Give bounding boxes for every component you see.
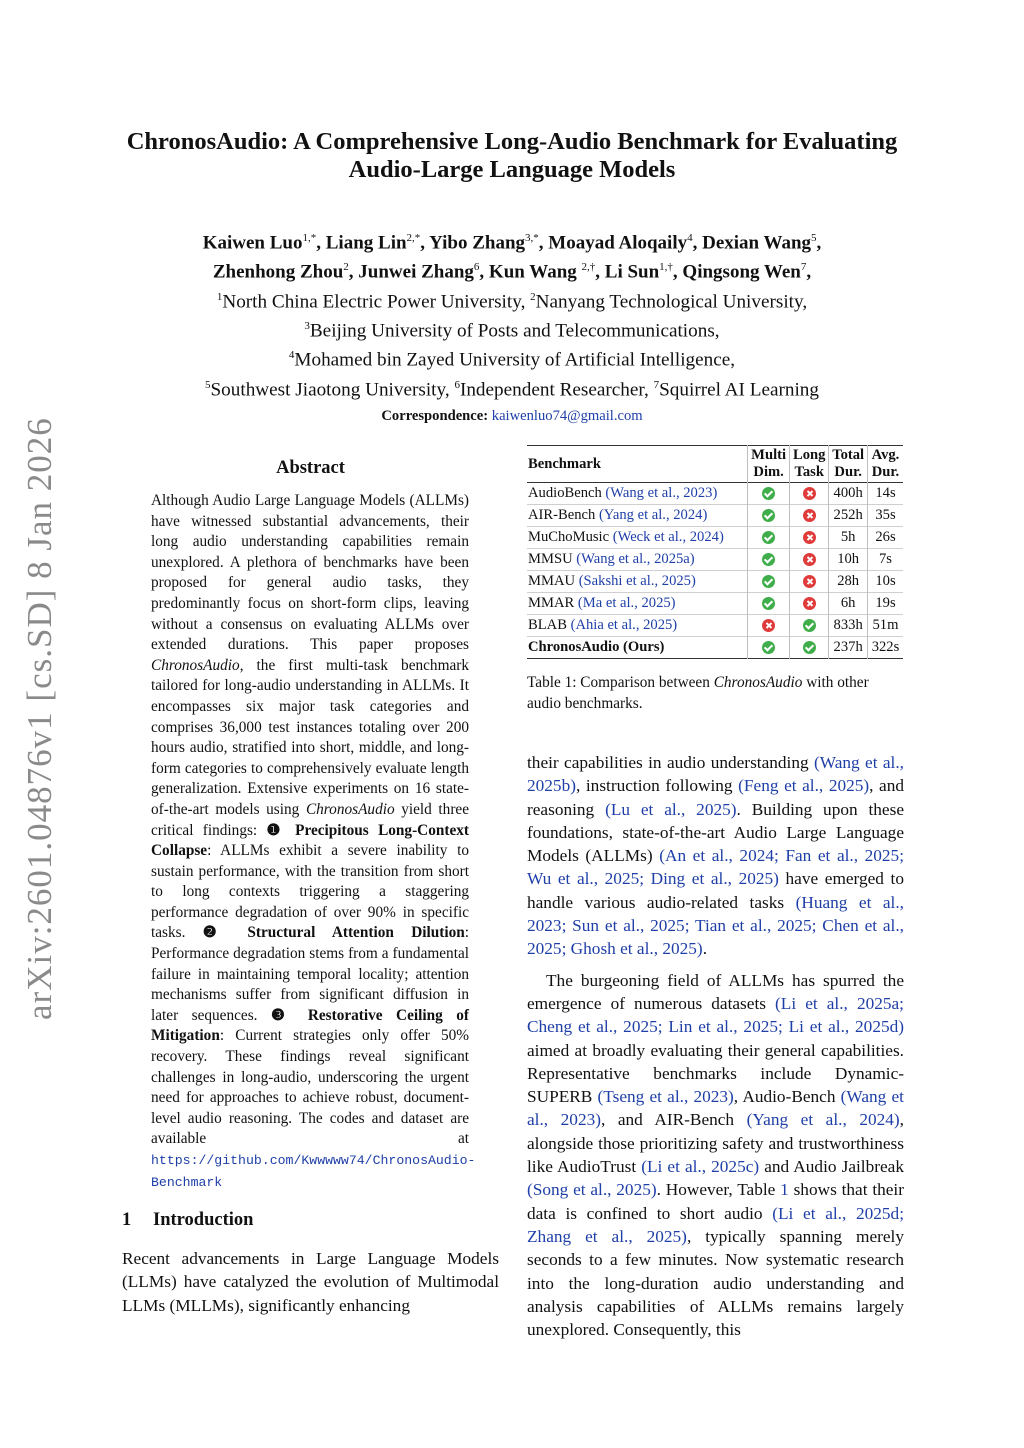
- check-icon: [762, 487, 775, 500]
- citation-link[interactable]: (Tseng et al., 2023): [597, 1087, 734, 1107]
- section-heading-introduction: 1 Introduction: [122, 1210, 254, 1231]
- citation-link[interactable]: (Song et al., 2025): [527, 1180, 657, 1200]
- citation-link[interactable]: (Yang et al., 2024): [598, 507, 708, 523]
- table-reference-link[interactable]: 1: [780, 1180, 789, 1200]
- correspondence-email-link[interactable]: kaiwenluo74@gmail.com: [491, 408, 643, 425]
- benchmark-name: ChronosAudio (Ours): [528, 639, 665, 655]
- total-duration: 237h: [829, 637, 868, 659]
- benchmark-name: BLAB (Ahia et al., 2025): [528, 617, 678, 633]
- average-duration: 10s: [867, 571, 903, 593]
- total-duration: 833h: [829, 615, 868, 637]
- check-icon: [762, 531, 775, 544]
- author-name: Moayad Aloqaily: [548, 232, 688, 254]
- table-row: [527, 505, 903, 527]
- cross-icon: [803, 597, 816, 610]
- affiliation-line-2: $^3$Beijing University of Posts and Telecommunications,: [304, 320, 720, 342]
- title-line-2: Audio-Large Language Models: [348, 156, 676, 183]
- right-column: [527, 445, 904, 1341]
- benchmark-name: MMAR (Ma et al., 2025): [528, 595, 676, 611]
- citation-link[interactable]: (Wang et al., 2025b): [527, 753, 904, 796]
- header-long-task: Long Task: [790, 446, 829, 483]
- introduction-continued: [527, 751, 904, 1341]
- table-row: [527, 615, 903, 637]
- table-caption: Table 1: Comparison between ChronosAudio with other audio benchmarks.: [527, 674, 869, 712]
- author-name: Kun Wang: [488, 261, 577, 283]
- benchmark-name: MMAU (Sakshi et al., 2025): [528, 573, 696, 589]
- correspondence: Correspondence: kaiwenluo74@gmail.com: [381, 408, 643, 425]
- citation-link[interactable]: (Ma et al., 2025): [577, 595, 676, 611]
- author-name: Zhenhong Zhou: [212, 261, 344, 283]
- average-duration: 51m: [867, 615, 903, 637]
- check-icon: [762, 509, 775, 522]
- cross-icon: [803, 509, 816, 522]
- citation-link[interactable]: (Wang et al., 2023): [527, 1087, 904, 1130]
- author-name: Kaiwen Luo: [202, 232, 303, 254]
- author-name: Li Sun: [604, 261, 660, 283]
- average-duration: 14s: [867, 483, 903, 505]
- total-duration: 5h: [829, 527, 868, 549]
- average-duration: 19s: [867, 593, 903, 615]
- benchmark-name: AudioBench (Wang et al., 2023): [528, 485, 718, 501]
- citation-link[interactable]: (Li et al., 2025d; Zhang et al., 2025): [527, 1203, 904, 1246]
- check-icon: [762, 641, 775, 654]
- citation-link[interactable]: (An et al., 2024; Fan et al., 2025; Wu et al., 2025; Ding et al., 2025): [527, 846, 905, 889]
- total-duration: 252h: [829, 505, 868, 527]
- introduction-text: Recent advancements in Large Language Models (LLMs) have catalyzed the evolution of Multimodal LLMs (MLLMs), significantly enhancing: [122, 1249, 499, 1315]
- affiliation-line-1: $^1$North China Electric Power University, $^2$Nanyang Technological University,: [216, 290, 808, 313]
- total-duration: 400h: [829, 483, 868, 505]
- github-link[interactable]: https://github.com/Kwwwww74/ChronosAudio-Benchmark: [151, 1153, 476, 1190]
- table-row: [527, 527, 903, 549]
- total-duration: 10h: [829, 549, 868, 571]
- author-name: Yibo Zhang: [429, 232, 526, 254]
- introduction-paragraph-1: their capabilities in audio understanding (Wang et al., 2025b), instruction following (Feng et al., 2025), and reasoning (Lu et al., 2025). Building upon these foundations, state-of-the-art Audio Large Language Models (ALLMs) (An et al., 2024; Fan et al., 2025; Wu et al., 2025; Ding et al., 2025) have emerged to handle various audio-related tasks (Huang et al., 2023; Sun et al., 2025; Tian et al., 2025; Chen et al., 2025; Ghosh et al., 2025).: [527, 753, 905, 959]
- author-line-1: Kaiwen Luo$^{1,*}$, Liang Lin$^{2,*}$, Yibo Zhang$^{3,*}$, Moayad Aloqaily$^4$, Dexian Wang$^5$,: [202, 232, 822, 254]
- average-duration: 35s: [867, 505, 903, 527]
- table-header-row: [527, 446, 903, 483]
- author-block: [100, 226, 924, 428]
- check-icon: [762, 553, 775, 566]
- affiliation-line-4: $^5$Southwest Jiaotong University, $^6$Independent Researcher, $^7$Squirrel AI Learning: [205, 378, 819, 401]
- author-name: Liang Lin: [325, 232, 407, 254]
- paper-title: [100, 128, 924, 184]
- total-duration: 28h: [829, 571, 868, 593]
- benchmark-name: MMSU (Wang et al., 2025a): [528, 551, 695, 567]
- check-icon: [803, 619, 816, 632]
- header-multi-dim: Multi Dim.: [748, 446, 790, 483]
- cross-icon: [762, 619, 775, 632]
- author-line-2: Zhenhong Zhou$^2$, Junwei Zhang$^6$, Kun Wang $^{2,\dagger}$, Li Sun$^{1,\dagger}$, Qingsong Wen$^7$,: [212, 261, 812, 283]
- author-name: Qingsong Wen: [682, 261, 801, 283]
- citation-link[interactable]: (Lu et al., 2025): [605, 799, 737, 819]
- introduction-paragraph-2: The burgeoning field of ALLMs has spurred the emergence of numerous datasets (Li et al., 2025a; Cheng et al., 2025; Lin et al., 2025; Li et al., 2025d) aimed at broadly evaluating their general capabilities. Representative benchmarks include Dynamic-SUPERB (Tseng et al., 2023), Audio-Bench (Wang et al., 2023), and AIR-Bench (Yang et al., 2024), alongside those prioritizing safety and trustworthiness like AudioTrust (Li et al., 2025c) and Audio Jailbreak (Song et al., 2025). However, Table 1 shows that their data is confined to short audio (Li et al., 2025d; Zhang et al., 2025), typically spanning merely seconds to a few minutes. Now systematic research into the long-duration audio understanding and analysis capabilities of ALLMs remains largely unexplored. Consequently, this: [527, 970, 904, 1340]
- header-average-duration: Avg. Dur.: [867, 446, 903, 483]
- average-duration: 322s: [867, 637, 903, 659]
- abstract-text: Although Audio Large Language Models (ALLMs) have witnessed substantial advancements, their long audio understanding capabilities remain unexplored. A plethora of benchmarks have been proposed for general audio tasks, they predominantly focus on short-form clips, leaving without a consensus on evaluating ALLMs over extended durations. This paper proposes ChronosAudio, the first multi-task benchmark tailored for long-audio understanding in ALLMs. It encompasses six major task categories and comprises 36,000 test instances totaling over 200 hours audio, stratified into short, middle, and long-form categories to comprehensively evaluate length generalization. Extensive experiments on 16 state-of-the-art models using ChronosAudio yield three critical findings: ❶ Precipitous Long-Context Collapse: ALLMs exhibit a severe inability to sustain performance, with the transition from short to long contexts triggering a staggering performance degradation of over 90% in specific tasks. ❷ Structural Attention Dilution: Performance degradation stems from a fundamental failure in maintaining temporal locality; attention mechanisms suffer from significant diffusion in later sequences. ❸ Restorative Ceiling of Mitigation: Current strategies only offer 50% recovery. These findings reveal significant challenges in long-audio, underscoring the urgent need for approaches to achieve robust, document-level audio reasoning. The codes and dataset are available at https://github.com/Kwwwww74/ChronosAudio-Benchmark: [151, 492, 476, 1190]
- abstract-heading: Abstract: [276, 458, 345, 478]
- citation-link[interactable]: (Li et al., 2025a; Cheng et al., 2025; Lin et al., 2025; Li et al., 2025d): [527, 993, 904, 1037]
- benchmark-name: AIR-Bench (Yang et al., 2024): [528, 507, 708, 523]
- arxiv-identifier-stamp: arXiv:2601.04876v1 [cs.SD] 8 Jan 2026: [20, 417, 59, 1020]
- benchmark-comparison-table: [527, 445, 903, 659]
- header-total-duration: Total Dur.: [829, 446, 868, 483]
- author-name: Junwei Zhang: [358, 261, 474, 283]
- citation-link[interactable]: (Weck et al., 2024): [612, 529, 724, 545]
- citation-link[interactable]: (Wang et al., 2025a): [576, 551, 695, 567]
- table-row-ours: [527, 637, 903, 659]
- citation-link[interactable]: (Li et al., 2025c): [641, 1157, 760, 1177]
- cross-icon: [803, 487, 816, 500]
- header-benchmark: Benchmark: [528, 455, 601, 472]
- table-row: [527, 483, 903, 505]
- cross-icon: [803, 531, 816, 544]
- table-row: [527, 571, 903, 593]
- author-name: Dexian Wang: [702, 232, 812, 254]
- title-line-1: ChronosAudio: A Comprehensive Long-Audio Benchmark for Evaluating: [126, 128, 898, 155]
- average-duration: 7s: [867, 549, 903, 571]
- citation-link[interactable]: (Feng et al., 2025): [738, 776, 870, 796]
- citation-link[interactable]: (Huang et al., 2023; Sun et al., 2025; Tian et al., 2025; Chen et al., 2025; Ghosh et al., 2025): [527, 892, 904, 959]
- table-row: [527, 593, 903, 615]
- left-column: [122, 458, 499, 1317]
- citation-link[interactable]: (Yang et al., 2024): [746, 1110, 900, 1130]
- citation-link[interactable]: (Ahia et al., 2025): [570, 617, 678, 633]
- table-row: [527, 549, 903, 571]
- citation-link[interactable]: (Sakshi et al., 2025): [578, 573, 696, 589]
- average-duration: 26s: [867, 527, 903, 549]
- benchmark-name: MuChoMusic (Weck et al., 2024): [528, 529, 724, 545]
- cross-icon: [803, 575, 816, 588]
- citation-link[interactable]: (Wang et al., 2023): [605, 485, 718, 501]
- affiliation-line-3: $^4$Mohamed bin Zayed University of Artificial Intelligence,: [288, 349, 736, 371]
- check-icon: [762, 575, 775, 588]
- total-duration: 6h: [829, 593, 868, 615]
- cross-icon: [803, 553, 816, 566]
- check-icon: [803, 641, 816, 654]
- check-icon: [762, 597, 775, 610]
